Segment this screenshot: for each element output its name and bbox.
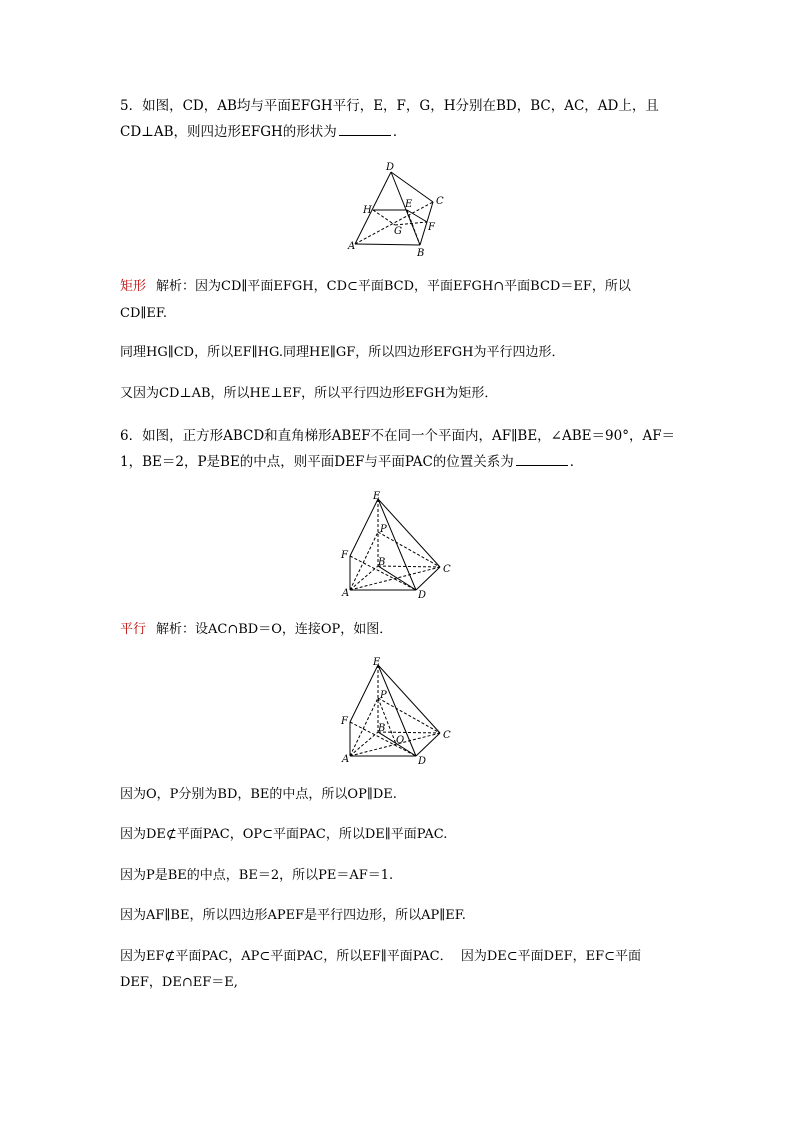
q6-fig1-label-B: B	[378, 557, 386, 568]
q6-solution-step2: 因为DE⊄平面PAC，OP⊂平面PAC，所以DE∥平面PAC.	[120, 827, 448, 842]
q5-solution-line1	[120, 276, 680, 298]
q5-label-A: A	[348, 241, 356, 252]
q6-fig2-label-E: E	[373, 657, 381, 668]
q5-label-B: B	[417, 248, 425, 259]
q6-solution-step3: 因为P是BE的中点，BE＝2，所以PE＝AF＝1.	[120, 868, 394, 883]
q6-fig2-label-P: P	[380, 690, 387, 701]
q5-solution-line3: 同理HG∥CD，所以EF∥HG.同理HE∥GF，所以四边形EFGH为平行四边形．	[120, 345, 565, 360]
q6-fig2-label-B: B	[378, 723, 386, 734]
q6-fig1-label-F: F	[341, 550, 348, 561]
q6-answer: 平行	[120, 622, 147, 637]
q6-figure-2	[338, 656, 458, 768]
q5-figure	[345, 160, 455, 260]
q5-stem-line2	[120, 120, 680, 144]
q5-solution-line4: 又因为CD⊥AB，所以HE⊥EF，所以平行四边形EFGH为矩形．	[120, 386, 498, 401]
q6-fig1-label-C: C	[443, 564, 451, 575]
q6-fig2-label-O: O	[396, 735, 405, 746]
q6-stem-line1: 6．如图，正方形ABCD和直角梯形ABEF不在同一个平面内，AF∥BE，∠ABE＝90°，AF＝	[120, 428, 676, 444]
q6-solution-step5: 因为EF⊄平面PAC，AP⊂平面PAC，所以EF∥平面PAC． 因为DE⊂平面DEF，EF⊂平面	[120, 949, 642, 964]
q5-label-C: C	[436, 196, 444, 207]
q6-fig2-label-D: D	[418, 756, 427, 767]
q5-solution-line2: CD∥EF.	[120, 306, 167, 321]
q6-stem-line2	[120, 450, 680, 474]
q6-figure-1	[338, 490, 458, 602]
q6-fig1-label-P: P	[380, 524, 387, 535]
q6-stem-end: ．	[569, 454, 584, 470]
q5-label-D: D	[386, 162, 395, 173]
q5-label-F: F	[428, 222, 435, 233]
q6-fig2-label-C: C	[443, 730, 451, 741]
q5-solution-text1: 解析：因为CD∥平面EFGH，CD⊂平面BCD，平面EFGH∩平面BCD＝EF，所以	[156, 279, 631, 294]
q6-fig1-label-D: D	[418, 590, 427, 601]
q5-answer: 矩形	[120, 279, 147, 294]
q5-answer-blank	[339, 134, 391, 136]
q6-solution-step1: 因为O，P分别为BD，BE的中点，所以OP∥DE.	[120, 787, 397, 802]
q6-fig1-label-E: E	[373, 491, 381, 502]
q5-stem-line1: 5．如图，CD，AB均与平面EFGH平行，E，F，G，H分别在BD，BC，AC，AD上，且	[120, 98, 659, 114]
q6-answer-blank	[516, 464, 568, 466]
q6-solution-step6: DEF，DE∩EF＝E,	[120, 975, 238, 990]
q6-solution-text1: 解析：设AC∩BD＝O，连接OP，如图．	[156, 622, 393, 637]
q5-stem-end: ．	[392, 124, 407, 140]
q6-solution-step4: 因为AF∥BE，所以四边形APEF是平行四边形，所以AP∥EF.	[120, 908, 466, 923]
q5-stem-text: CD⊥AB，则四边形EFGH的形状为	[120, 124, 337, 140]
q6-fig1-label-A: A	[342, 588, 350, 599]
q6-fig2-label-A: A	[342, 754, 350, 765]
q5-label-G: G	[394, 226, 402, 237]
q6-solution-line1	[120, 619, 680, 641]
q5-label-H: H	[363, 205, 372, 216]
q5-label-E: E	[405, 199, 413, 210]
q6-stem-text: 1，BE＝2，P是BE的中点，则平面DEF与平面PAC的位置关系为	[120, 454, 514, 470]
q6-fig2-label-F: F	[341, 716, 348, 727]
